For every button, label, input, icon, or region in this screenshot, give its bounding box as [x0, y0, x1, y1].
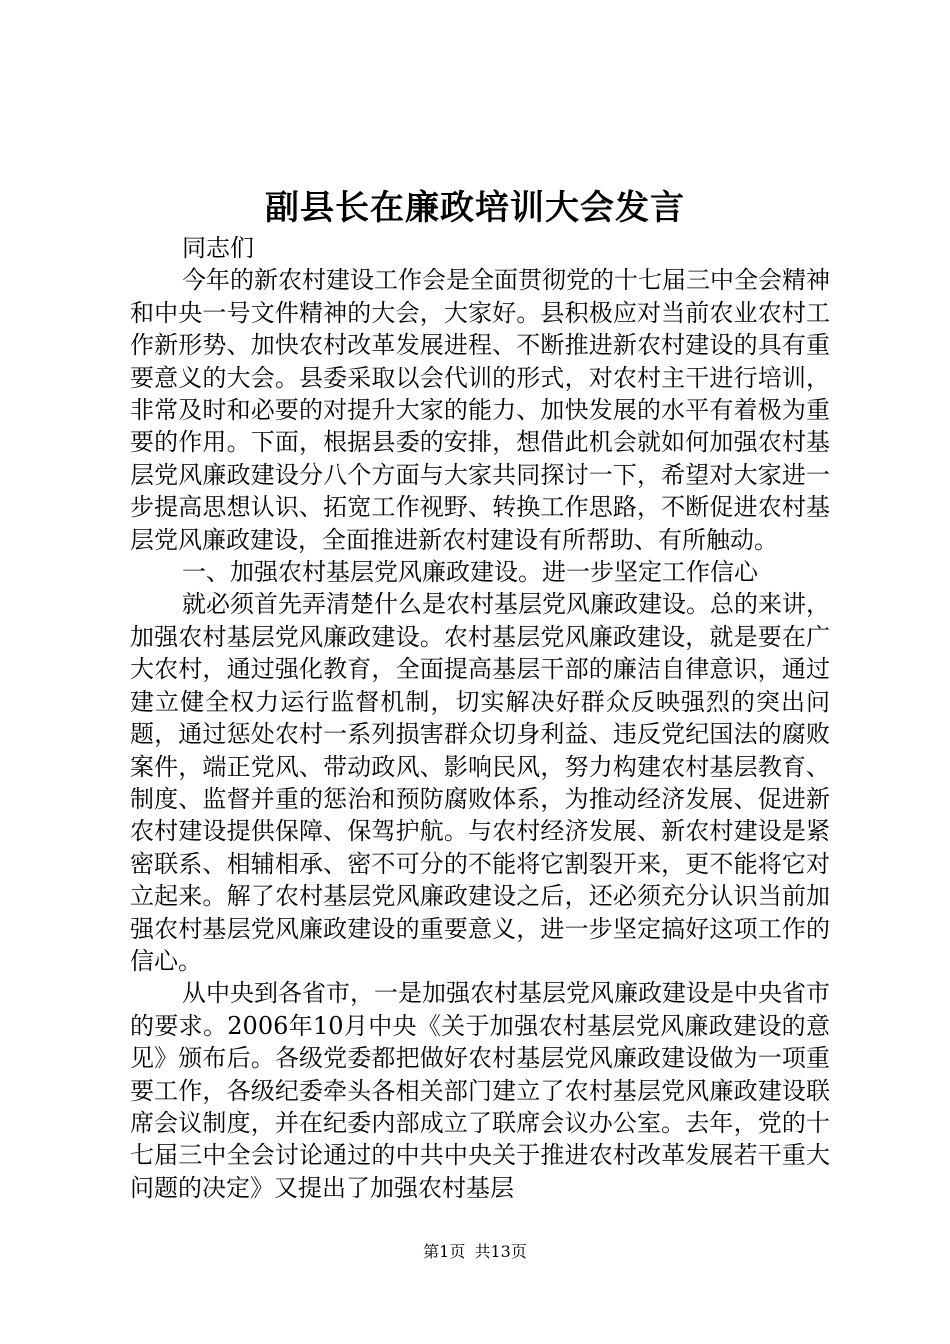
page-total: 共13页: [474, 1242, 527, 1261]
document-title: 副县长在廉政培训大会发言: [265, 188, 685, 228]
body-paragraph: 就必须首先弄清楚什么是农村基层党风廉政建设。总的来讲，加强农村基层党风廉政建设。农村基层党风廉政建设，就是要在广大农村，通过强化教育，全面提高基层干部的廉洁自律意识，通过建立健全权力运行监督机制，切实解决好群众反映强烈的突出问题，通过惩处农村一系列损害群众切身利益、违反党纪国法的腐败案件，端正党风、带动政风、影响民风，努力构建农村基层教育、制度、监督并重的惩治和预防腐败体系，为推动经济发展、促进新农村建设提供保障、保驾护航。与农村经济发展、新农村建设是紧密联系、相辅相承、密不可分的不能将它割裂开来，更不能将它对立起来。解了农村基层党风廉政建设之后，还必须充分认识当前加强农村基层党风廉政建设的重要意义，进一步坚定搞好这项工作的信心。: [130, 590, 830, 975]
body-paragraph: 从中央到各省市，一是加强农村基层党风廉政建设是中央省市的要求。2006年10月中央《关于加强农村基层党风廉政建设的意见》颁布后。各级党委都把做好农村基层党风廉政建设做为一项重要工作，各级纪委牵头各相关部门建立了农村基层党风廉政建设联席会议制度，并在纪委内部成立了联席会议办公室。去年，党的十七届三中全会讨论通过的中共中央关于推进农村改革发展若干重大问题的决定》又提出了加强农村基层: [130, 979, 830, 1202]
document-body: [130, 232, 830, 1204]
body-paragraph: 今年的新农村建设工作会是全面贯彻党的十七届三中全会精神和中央一号文件精神的大会，大家好。县积极应对当前农业农村工作新形势、加快农村改革发展进程、不断推进新农村建设的具有重要意义的大会。县委采取以会代训的形式，对农村主干进行培训，非常及时和必要的对提升大家的能力、加快发展的水平有着极为重要的作用。下面，根据县委的安排，想借此机会就如何加强农村基层党风廉政建设分八个方面与大家共同探讨一下，希望对大家进一步提高思想认识、拓宽工作视野、转换工作思路，不断促进农村基层党风廉政建设，全面推进新农村建设有所帮助、有所触动。: [130, 266, 830, 554]
page-number: 第1页: [423, 1242, 466, 1261]
salutation-paragraph: 同志们: [182, 234, 254, 262]
page-footer: [0, 1240, 950, 1264]
section-heading: 一、加强农村基层党风廉政建设。进一步坚定工作信心: [182, 558, 758, 587]
